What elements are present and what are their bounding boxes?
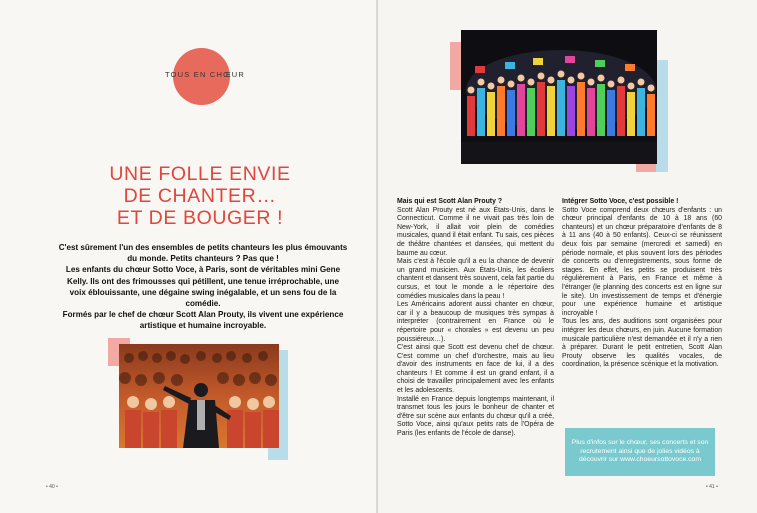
- title-line: DE CHANTER…: [123, 185, 277, 207]
- column-paragraph: Sotto Voce comprend deux chœurs d'enfants : un chœur principal d'enfants de 10 à 18 ans (60 chanteurs) et un chœur préparatoire d'enfants de 8 à 11 ans (40 à 50 enfants). Ceux-ci se réunissent deux fois par semaine (mercredi et samedi) en période normale, et plus souvent lors des périodes de concerts ou d'enregistrements, sous forme de stages. En effet, les petits se produisent très régulièrement à Paris, en France et même à l'étranger (le planning des concerts est en ligne sur le site). Un investissement de temps et d'énergie pour une expérience humaine et artistique incroyable !: [562, 206, 722, 317]
- column-paragraph: Mais c'est à l'école qu'il a eu la chance de devenir un grand musicien. Aux États-Unis, les écoliers chantent et dansent très souvent, cela fait partie du cursus, et tout le monde a le répertoire des comédies musicales dans la peau !: [397, 258, 554, 300]
- left-page: [0, 0, 378, 513]
- section-tag: TOUS EN CHŒUR: [164, 70, 246, 79]
- intro-paragraph: Les enfants du chœur Sotto Voce, à Paris, sont de véritables mini Gene Kelly. Ils ont des frimousses qui pétillent, une tenue irréprochable, une voix éblouissante, une dégaine swing inégalable, et un sens fou de la comédie.: [65, 265, 341, 309]
- column-paragraph: Tous les ans, des auditions sont organisées pour intégrer les deux chœurs, en juin. Aucune formation musicale particulière n'est demandée et il n'y a rien à préparer. Durant le petit entretien, Scott Alan Prouty observe les qualités vocales, de coordination, la présence scénique et la motivation.: [562, 318, 722, 369]
- info-box: [565, 428, 715, 476]
- column-paragraph: Scott Alan Prouty est né aux États-Unis, dans le Connecticut. Comme il ne vivait pas très loin de New-York, il allait voir plein de comédies musicales, quand il était enfant. Tu sais, ces pièces de théâtre chantées et dansées, qui mettent du baume au cœur.: [397, 206, 554, 257]
- stage-performance-photo: [461, 30, 657, 164]
- column-paragraph: Les Américains adorent aussi chanter en chœur, car il y a beaucoup de musiques très sympas à interpréter (contrairement en France où le répertoire pour « chorales » est devenu un peu poussiéreux…).: [397, 301, 554, 343]
- conductor-photo-image: [119, 344, 279, 448]
- intro-paragraph: Formés par le chef de chœur Scott Alan Prouty, ils vivent une expérience artistique et humaine incroyable.: [62, 310, 344, 331]
- folio-left: • 40 •: [46, 484, 58, 490]
- info-box-text: Plus d'infos sur le chœur, ses concerts et son recrutement ainsi que de jolies vidéos à découvrir sur www.choeursottovoce.com: [571, 439, 709, 464]
- column-paragraph: Installé en France depuis longtemps maintenant, il transmet tous les jours le bonheur de chanter et d'être sur scène aux enfants du chœur qu'il a créé, Sotto Voce, ainsi qu'aux petits rats de l'Opéra de Paris (les enfants de l'école de danse).: [397, 395, 554, 438]
- stage-photo-image: [461, 30, 657, 164]
- intro-paragraph: C'est sûrement l'un des ensembles de petits chanteurs les plus émouvants du monde. Petits chanteurs ? Pas que !: [58, 243, 348, 264]
- column-heading: Mais qui est Scott Alan Prouty ?: [397, 198, 503, 205]
- intro-text: [58, 242, 348, 332]
- title-line: UNE FOLLE ENVIE: [109, 163, 291, 185]
- article-title: [90, 163, 310, 229]
- title-line: ET DE BOUGER !: [116, 207, 284, 229]
- conductor-photo: [119, 344, 279, 448]
- folio-right: • 41 •: [706, 484, 718, 490]
- column-paragraph: C'est ainsi que Scott est devenu chef de chœur. C'est comme un chef d'orchestre, mais au lieu d'avoir des instruments en face de lui, il a des chanteurs ! Et comme il est un grand enfant, il a choisi de travailler principalement avec les enfants et les adolescents.: [397, 344, 554, 395]
- article-column-1: [397, 198, 554, 439]
- column-heading: Intégrer Sotto Voce, c'est possible !: [562, 198, 679, 205]
- article-column-2: [562, 198, 722, 370]
